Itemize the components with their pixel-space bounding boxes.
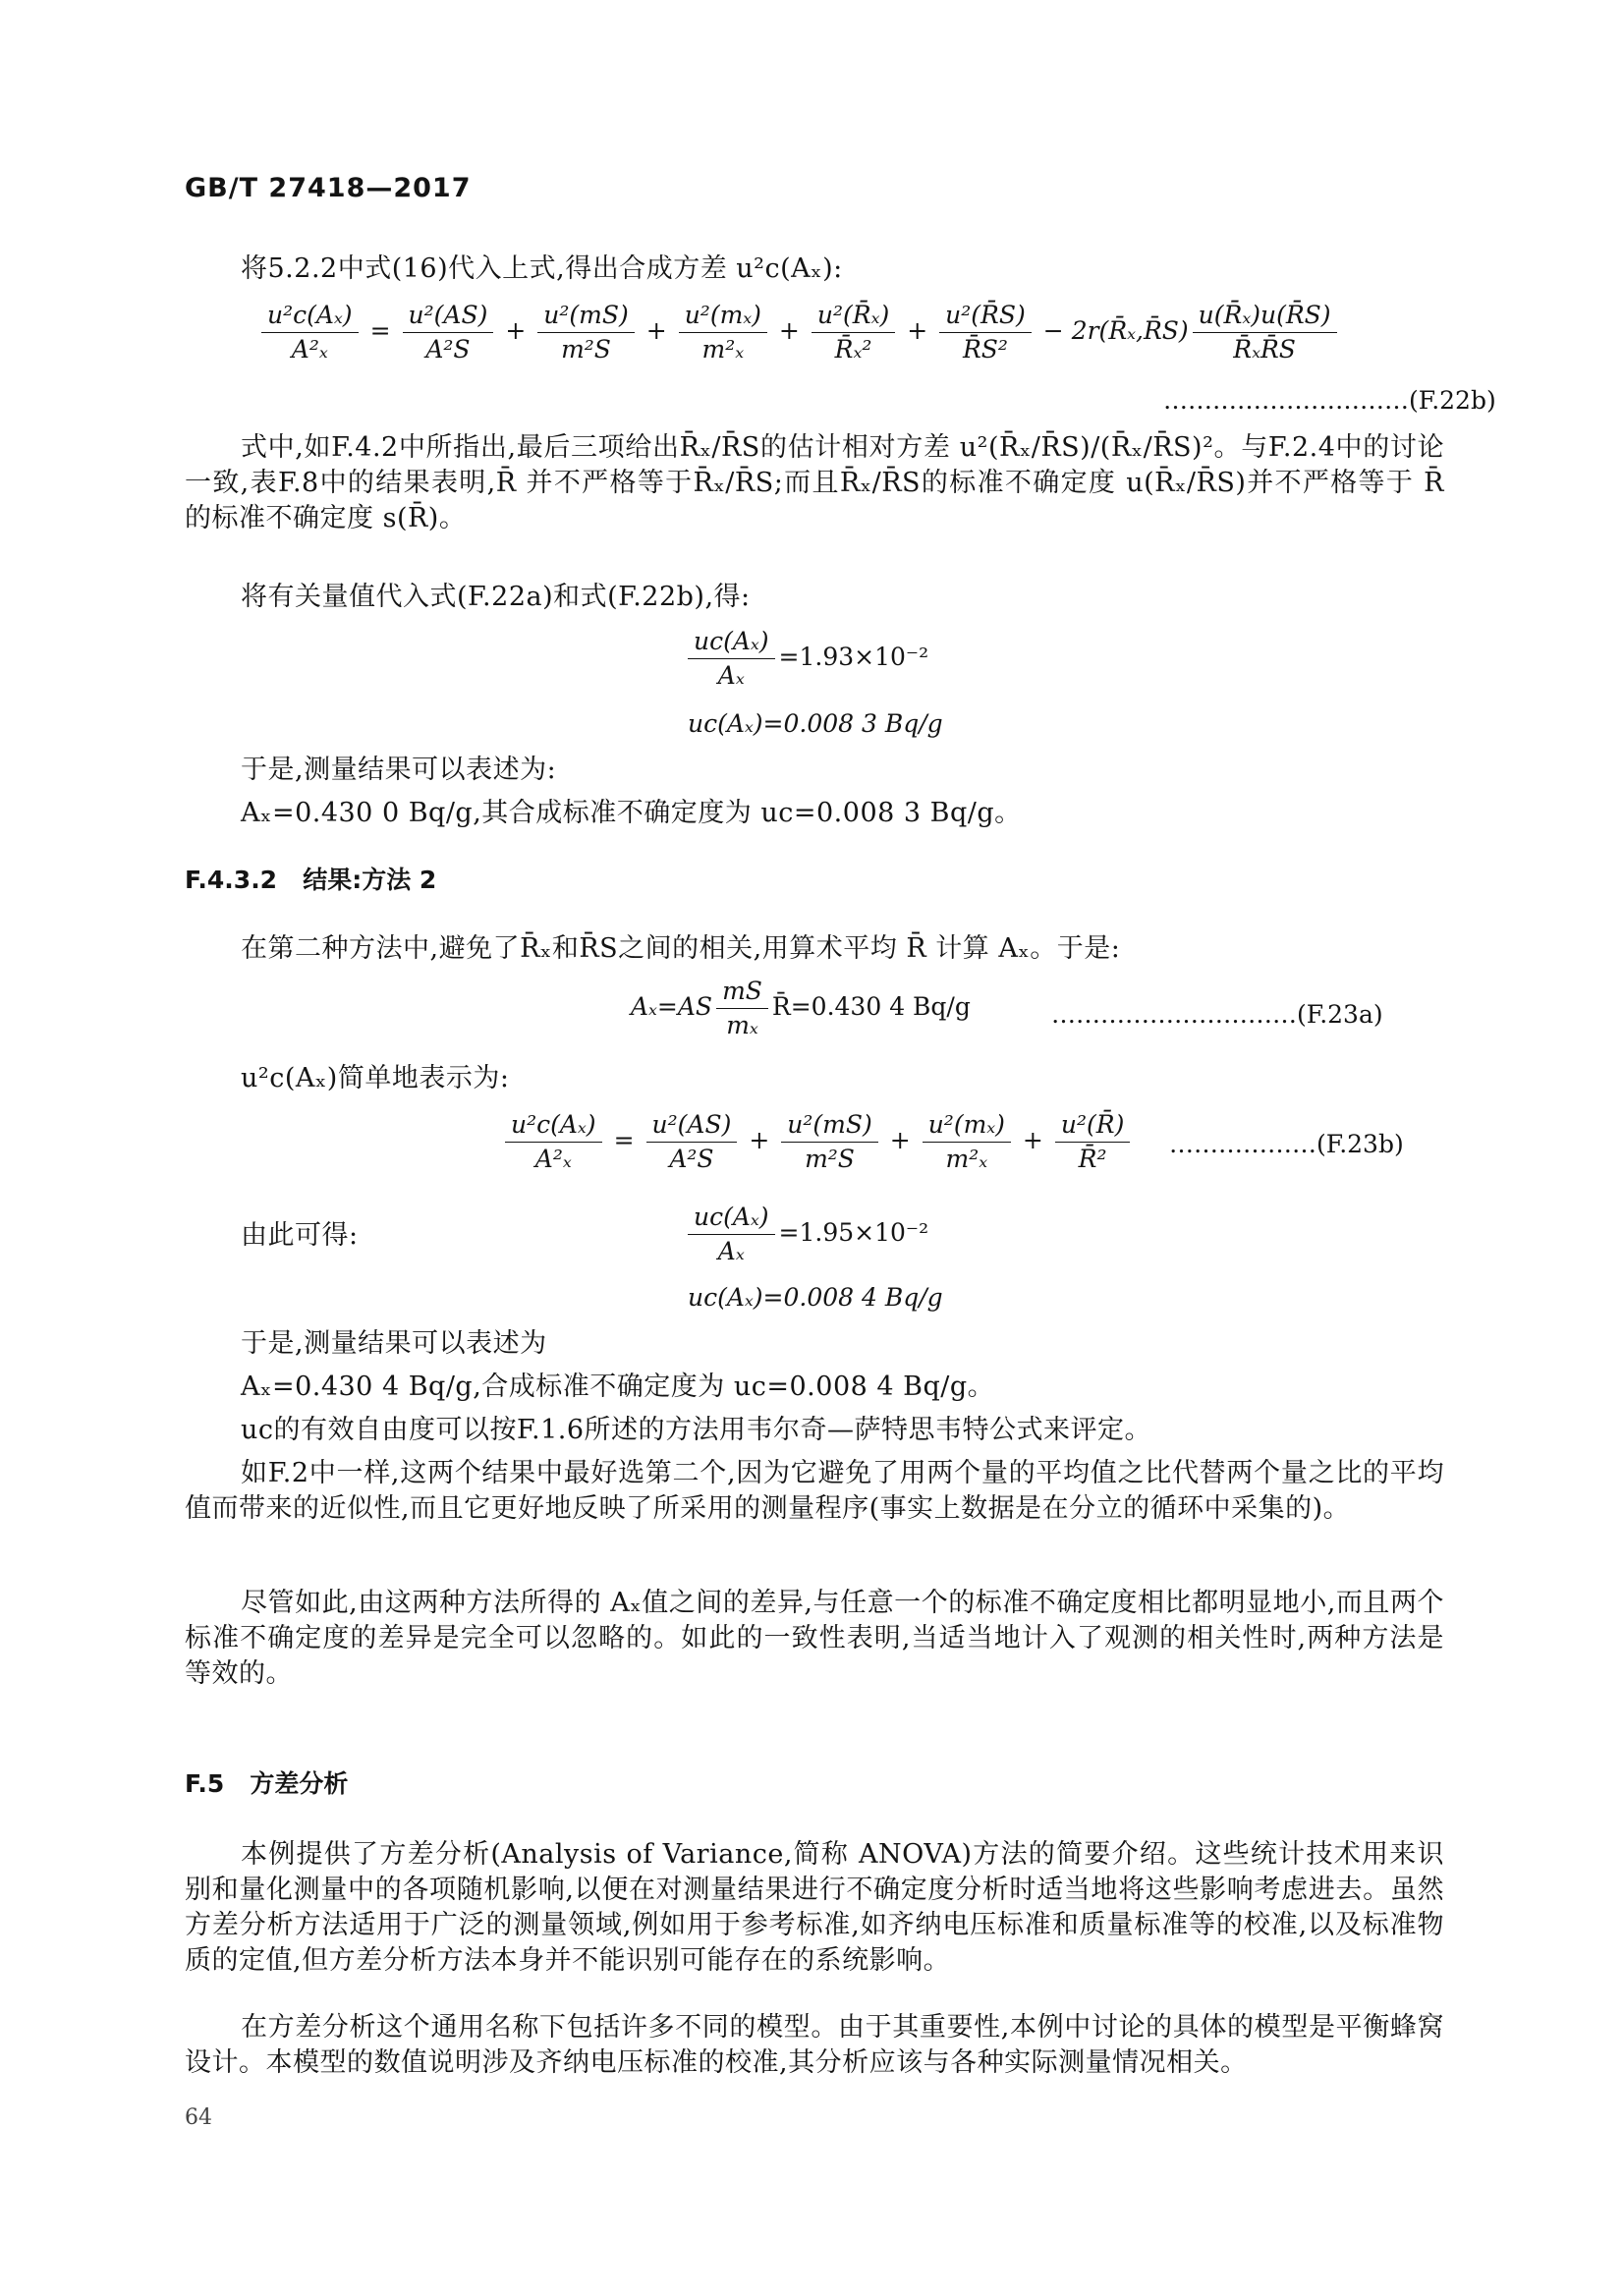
paragraph: 式中,如F.4.2中所指出,最后三项给出R̄ₓ/R̄S的估计相对方差 u²(R̄ₓ/R̄S)/(R̄ₓ/R̄S)²。与F.2.4中的讨论一致,表F.8中的结果表明,R̄ 并不严格等于R̄ₓ/R̄S;而且R̄ₓ/R̄S的标准不确定度 u(R̄ₓ/R̄S)并不严格等于 R̄ 的标准不确定度 s(R̄)。 <box>185 432 1444 533</box>
eq-term: u(R̄ₓ)u(R̄S) <box>1193 299 1337 333</box>
section-number: F.4.3.2 <box>185 866 278 894</box>
paragraph: 在第二种方法中,避免了R̄ₓ和R̄S之间的相关,用算术平均 R̄ 计算 Aₓ。于是: <box>241 933 1121 964</box>
eq-term: u²(mₓ) <box>679 299 767 333</box>
section-heading <box>185 861 436 896</box>
eq-term: u²(R̄) <box>1055 1108 1130 1143</box>
eq-term: R̄ₓ² <box>834 335 872 364</box>
paragraph: uc的有效自由度可以按F.1.6所述的方法用韦尔奇—萨特思韦特公式来评定。 <box>241 1415 1152 1445</box>
eq-term: uc(Aₓ) <box>688 625 775 659</box>
paragraph: Aₓ=0.430 4 Bq/g,合成标准不确定度为 uc=0.008 4 Bq/g。 <box>241 1372 995 1402</box>
paragraph: Aₓ=0.430 0 Bq/g,其合成标准不确定度为 uc=0.008 3 Bq/g。 <box>241 798 1022 828</box>
equation-uc-1: uc(Aₓ)=0.008 3 Bq/g <box>688 709 943 738</box>
eq-term: R̄² <box>1078 1145 1107 1173</box>
equation-ratio-2 <box>684 1201 928 1268</box>
eq-term: u²c(Aₓ) <box>261 299 359 333</box>
eq-term: =1.95×10⁻² <box>778 1218 929 1247</box>
section-heading <box>185 1764 348 1800</box>
eq-term: u²c(Aₓ) <box>505 1108 602 1143</box>
eq-term: uc(Aₓ) <box>688 1201 775 1235</box>
paragraph: 本例提供了方差分析(Analysis of Variance,简称 ANOVA)方法的简要介绍。这些统计技术用来识别和量化测量中的各项随机影响,以便在对测量结果进行不确定度分析时适当地将这些影响考虑进去。虽然方差分析方法适用于广泛的测量领域,例如用于参考标准,如齐纳电压标准和质量标准等的校准,以及标准物质的定值,但方差分析方法本身并不能识别可能存在的系统影响。 <box>185 1839 1444 1976</box>
eq-term: m²ₓ <box>945 1145 988 1173</box>
eq-term: m²S <box>561 335 611 364</box>
equation-uc-2: uc(Aₓ)=0.008 4 Bq/g <box>688 1283 943 1312</box>
section-title: 方差分析 <box>250 1769 349 1798</box>
eq-term: A²S <box>669 1145 714 1173</box>
eq-term: A²S <box>425 335 471 364</box>
eq-term: R̄ₓR̄S <box>1233 335 1296 364</box>
eq-term: u²(mₓ) <box>923 1108 1011 1143</box>
equation-f23a <box>631 975 971 1042</box>
equation-label: …………………………(F.22b) <box>1163 386 1496 415</box>
eq-term: =1.93×10⁻² <box>778 643 929 671</box>
eq-term: 2r(R̄ₓ,R̄S) <box>1071 316 1189 345</box>
equation-f22b: $\frac{\text{u²c(Aₓ)}}{\text{A²ₓ}}$ = $\frac{\text{u²(AS)}}{\text{A²S}}$ + $\frac{\text{u²(mS)}}{\text{m²S}}$ + $\frac{\text{u²(mₓ)}}{\text{m²ₓ}}$ + $\frac{\text{u²(R̄ₓ)}}{\text{R̄ₓ²}}$ + $\frac{\text{u²(R̄S)}}{\text{R̄S²}}$ − 2r(R̄ₓ,R̄S) $\frac{\text{u(R̄ₓ)u(R̄S)}}{\text{R̄ₓR̄S}}$ <box>257 299 1341 366</box>
eq-term: u²(mS) <box>781 1108 877 1143</box>
eq-term: mS <box>716 975 768 1009</box>
paragraph: 在方差分析这个通用名称下包括许多不同的模型。由于其重要性,本例中讨论的具体的模型是平衡蜂窝设计。本模型的数值说明涉及齐纳电压标准的校准,其分析应该与各种实际测量情况相关。 <box>185 2012 1444 2078</box>
equation-label: ………………(F.23b) <box>1169 1130 1404 1158</box>
paragraph: 将5.2.2中式(16)代入上式,得出合成方差 u²c(Aₓ): <box>241 253 843 284</box>
equation-ratio-1 <box>684 625 928 693</box>
standard-code: GB/T 27418—2017 <box>185 173 472 203</box>
eq-term: A²ₓ <box>534 1145 572 1173</box>
equation-label: …………………………(F.23a) <box>1051 1000 1383 1029</box>
section-number: F.5 <box>185 1769 225 1798</box>
paragraph: 于是,测量结果可以表述为: <box>241 755 557 785</box>
eq-term: R̄=0.430 4 Bq/g <box>771 992 971 1021</box>
paragraph: 如F.2中一样,这两个结果中最好选第二个,因为它避免了用两个量的平均值之比代替两个量之比的平均值而带来的近似性,而且它更好地反映了所采用的测量程序(事实上数据是在分立的循环中采集的)。 <box>185 1458 1444 1524</box>
section-title: 结果:方法 2 <box>303 866 437 894</box>
page-number: 64 <box>185 2105 212 2130</box>
equation-f23b: $\frac{\text{u²c(Aₓ)}}{\text{A²ₓ}}$ = $\frac{\text{u²(AS)}}{\text{A²S}}$ + $\frac{\text{u²(mS)}}{\text{m²S}}$ + $\frac{\text{u²(mₓ)}}{\text{m²ₓ}}$ + $\frac{\text{u²(R̄)}}{\text{R̄²}}$ <box>501 1108 1134 1176</box>
eq-term: mₓ <box>726 1011 758 1039</box>
paragraph: u²c(Aₓ)简单地表示为: <box>241 1063 510 1093</box>
eq-term: u²(mS) <box>537 299 634 333</box>
paragraph: 将有关量值代入式(F.22a)和式(F.22b),得: <box>241 582 751 612</box>
eq-term: m²S <box>805 1145 855 1173</box>
eq-term: u²(R̄S) <box>939 299 1032 333</box>
paragraph: 由此可得: <box>241 1220 359 1251</box>
eq-term: Aₓ=AS <box>631 992 713 1021</box>
eq-term: m²ₓ <box>701 335 745 364</box>
eq-term: R̄S² <box>962 335 1008 364</box>
eq-term: Aₓ <box>717 661 745 690</box>
paragraph: 于是,测量结果可以表述为 <box>241 1328 547 1359</box>
eq-term: u²(R̄ₓ) <box>812 299 895 333</box>
eq-term: A²ₓ <box>291 335 328 364</box>
eq-term: Aₓ <box>717 1237 745 1265</box>
eq-term: u²(AS) <box>646 1108 738 1143</box>
eq-term: u²(AS) <box>403 299 494 333</box>
paragraph: 尽管如此,由这两种方法所得的 Aₓ值之间的差异,与任意一个的标准不确定度相比都明显地小,而且两个标准不确定度的差异是完全可以忽略的。如此的一致性表明,当适当地计入了观测的相关性时,两种方法是等效的。 <box>185 1588 1444 1689</box>
